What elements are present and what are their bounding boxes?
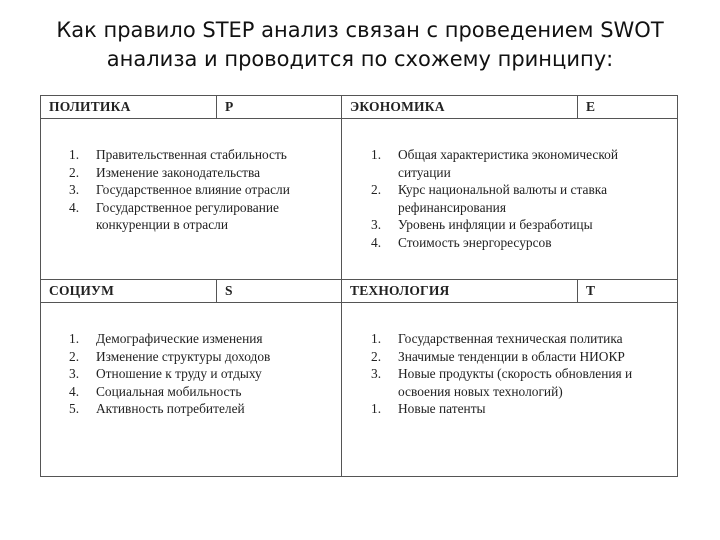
- quadrant-letter: P: [225, 99, 234, 114]
- list-item: [371, 330, 671, 348]
- factor-list: [69, 330, 339, 418]
- quadrant-letter: E: [586, 99, 596, 114]
- list-item: [69, 383, 339, 401]
- item-number: 3.: [69, 366, 80, 382]
- item-text: Новые патенты: [398, 401, 486, 417]
- quadrant-letter: T: [586, 283, 596, 298]
- item-number: 1.: [371, 401, 382, 417]
- list-item: [69, 400, 339, 418]
- quadrant-header: [342, 96, 677, 119]
- quadrant-name: ТЕХНОЛОГИЯ: [342, 280, 578, 302]
- factor-list: [371, 146, 671, 252]
- quadrant-society: [41, 280, 342, 476]
- list-item: [69, 365, 339, 383]
- item-number: 2.: [69, 348, 80, 364]
- item-text: Отношение к труду и отдыху: [96, 366, 262, 382]
- quadrant-name: ПОЛИТИКА: [41, 96, 217, 118]
- item-text: Новые продукты (скорость обновления и освоения новых технологий): [398, 366, 633, 399]
- list-item: [69, 348, 339, 366]
- item-number: 4.: [69, 199, 80, 215]
- item-number: 3.: [371, 217, 382, 233]
- item-number: 1.: [371, 147, 382, 162]
- slide-title-line-2: анализа и проводится по схожему принципу:: [106, 47, 614, 71]
- slide-title-line-1: Как правило STEP анализ связан с проведением SWOT: [56, 18, 664, 42]
- item-text: Социальная мобильность: [96, 383, 242, 399]
- item-text: Государственное регулирование конкуренции в отрасли: [96, 199, 279, 233]
- step-analysis-table: [40, 95, 678, 477]
- item-number: 3.: [69, 182, 80, 198]
- item-text: Активность потребителей: [96, 401, 245, 417]
- item-number: 5.: [69, 401, 80, 417]
- item-text: Стоимость энергоресурсов: [398, 234, 552, 250]
- factor-list: [69, 146, 339, 234]
- item-text: Изменение структуры доходов: [96, 348, 271, 364]
- list-item: [69, 146, 339, 164]
- list-item: [371, 348, 671, 366]
- item-text: Государственная техническая политика: [398, 331, 623, 346]
- quadrant-header: [41, 280, 341, 303]
- quadrant-letter: S: [225, 283, 233, 298]
- quadrant-header: [41, 96, 341, 119]
- list-item: [69, 199, 339, 234]
- item-number: 1.: [371, 331, 382, 346]
- item-text: Демографические изменения: [96, 331, 263, 346]
- list-item: [69, 164, 339, 182]
- item-number: 1.: [69, 147, 80, 162]
- item-text: Значимые тенденции в области НИОКР: [398, 348, 625, 364]
- item-number: 4.: [69, 383, 80, 399]
- item-number: 2.: [371, 182, 382, 198]
- list-item: [69, 181, 339, 199]
- item-text: Изменение законодательства: [96, 164, 261, 180]
- quadrant-name: СОЦИУМ: [41, 280, 217, 302]
- item-text: Правительственная стабильность: [96, 147, 287, 162]
- quadrant-technology: [342, 280, 677, 476]
- item-number: 4.: [371, 234, 382, 250]
- list-item: [371, 216, 671, 234]
- list-item: [371, 365, 671, 400]
- item-text: Уровень инфляции и безработицы: [398, 217, 593, 233]
- item-number: 1.: [69, 331, 80, 346]
- item-text: Общая характеристика экономической ситуации: [398, 147, 619, 180]
- quadrant-politics: [41, 96, 342, 280]
- quadrant-name: ЭКОНОМИКА: [342, 96, 578, 118]
- list-item: [371, 181, 671, 216]
- item-text: Курс национальной валюты и ставка рефинансирования: [398, 182, 608, 215]
- item-number: 2.: [69, 164, 80, 180]
- item-text: Государственное влияние отрасли: [96, 182, 290, 198]
- item-number: 3.: [371, 366, 382, 382]
- factor-list: [371, 330, 671, 418]
- list-item: [371, 146, 671, 181]
- list-item: [371, 234, 671, 252]
- list-item: [69, 330, 339, 348]
- quadrant-header: [342, 280, 677, 303]
- item-number: 2.: [371, 348, 382, 364]
- slide-title: [30, 16, 690, 74]
- list-item: [371, 400, 671, 418]
- quadrant-economy: [342, 96, 677, 280]
